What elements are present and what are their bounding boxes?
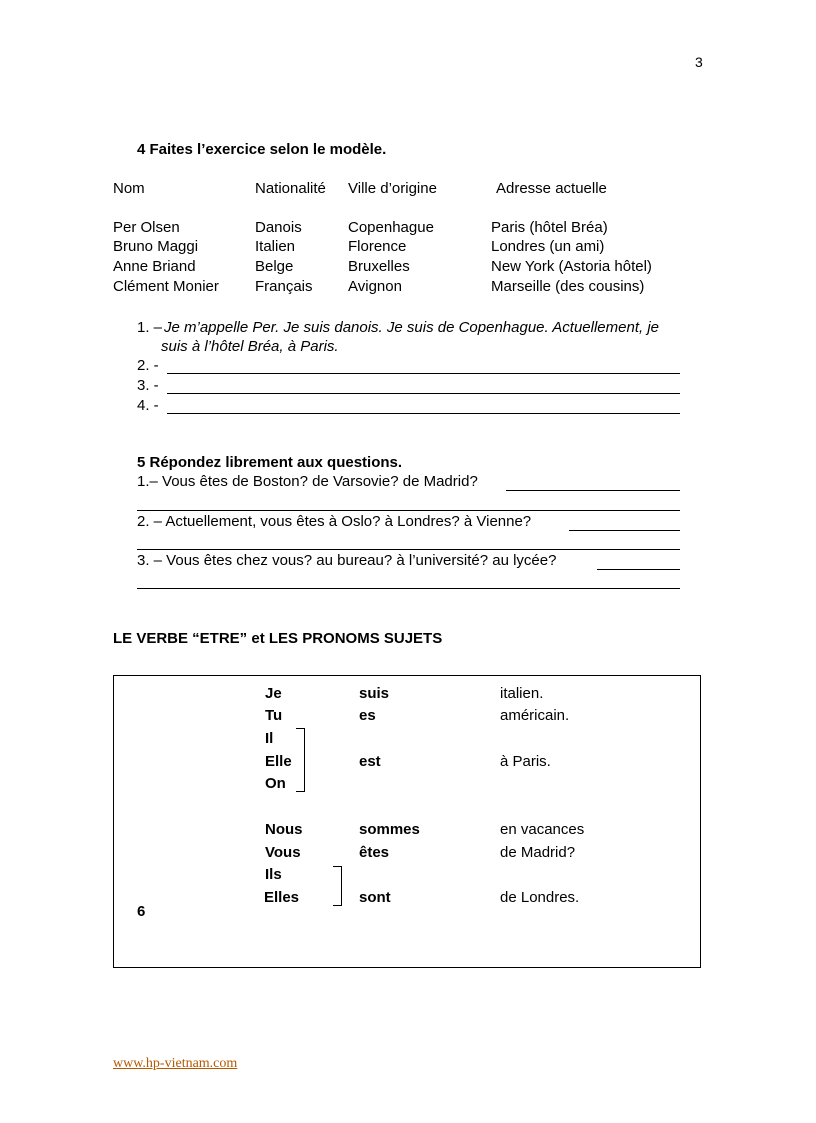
- table-cell: Français: [255, 278, 313, 295]
- verb-sommes: sommes: [359, 821, 420, 838]
- question-2: 2. – Actuellement, vous êtes à Oslo? à Londres? à Vienne?: [137, 513, 532, 530]
- bracket-il-elle-on: [296, 728, 305, 792]
- table-cell: Per Olsen: [113, 219, 180, 236]
- header-adresse: Adresse actuelle: [496, 180, 607, 197]
- section-title: LE VERBE “ETRE” et LES PRONOMS SUJETS: [113, 630, 443, 647]
- answer-line-4[interactable]: [167, 413, 680, 414]
- pronoun-vous: Vous: [265, 844, 301, 861]
- table-cell: Danois: [255, 219, 302, 236]
- answer-line-3[interactable]: [167, 393, 680, 394]
- answer-line-q2[interactable]: [569, 530, 680, 531]
- question-1: 1.– Vous êtes de Boston? de Varsovie? de Madrid?: [137, 473, 478, 490]
- complement-4: en vacances: [500, 821, 585, 838]
- verb-suis: suis: [359, 685, 390, 702]
- complement-2: américain.: [500, 707, 570, 724]
- table-cell: New York (Astoria hôtel): [491, 258, 652, 275]
- table-cell: Marseille (des cousins): [491, 278, 645, 295]
- answer-line-q1b[interactable]: [137, 510, 680, 511]
- exercise-5-title: 5 Répondez librement aux questions.: [137, 454, 403, 471]
- header-ville: Ville d’origine: [348, 180, 437, 197]
- table-cell: Florence: [348, 238, 407, 255]
- exercise-4-title: 4 Faites l’exercice selon le modèle.: [137, 141, 387, 158]
- item-4-prefix: 4. -: [137, 397, 159, 414]
- pronoun-on: On: [265, 775, 286, 792]
- bracket-ils-elles: [333, 866, 342, 906]
- pronoun-il: Il: [265, 730, 274, 747]
- table-cell: Londres (un ami): [491, 238, 605, 255]
- box-number: 6: [137, 903, 146, 920]
- table-cell: Avignon: [348, 278, 402, 295]
- pronoun-elle: Elle: [265, 753, 292, 770]
- page-number: 3: [695, 54, 703, 70]
- pronoun-je: Je: [265, 685, 282, 702]
- verb-est: est: [359, 753, 381, 770]
- table-cell: Belge: [255, 258, 294, 275]
- item-1-example: Je m’appelle Per. Je suis danois. Je suis de Copenhague. Actuellement, je: [164, 319, 660, 336]
- item-1-example-cont: suis à l’hôtel Bréa, à Paris.: [161, 338, 339, 355]
- answer-line-q3[interactable]: [597, 569, 680, 570]
- answer-line-q3b[interactable]: [137, 588, 680, 589]
- verb-etes: êtes: [359, 844, 390, 861]
- complement-3: à Paris.: [500, 753, 551, 770]
- header-nom: Nom: [113, 180, 145, 197]
- complement-6: de Londres.: [500, 889, 580, 906]
- answer-line-2[interactable]: [167, 373, 680, 374]
- table-cell: Clément Monier: [113, 278, 219, 295]
- table-cell: Copenhague: [348, 219, 434, 236]
- table-cell: Anne Briand: [113, 258, 196, 275]
- pronoun-tu: Tu: [265, 707, 283, 724]
- table-cell: Italien: [255, 238, 296, 255]
- complement-1: italien.: [500, 685, 544, 702]
- pronoun-elles: Elles: [264, 889, 300, 906]
- item-3-prefix: 3. -: [137, 377, 159, 394]
- verb-es: es: [359, 707, 376, 724]
- pronoun-ils: Ils: [265, 866, 282, 883]
- table-cell: Bruxelles: [348, 258, 410, 275]
- verb-sont: sont: [359, 889, 391, 906]
- complement-5: de Madrid?: [500, 844, 576, 861]
- pronoun-nous: Nous: [265, 821, 303, 838]
- header-nationalite: Nationalité: [255, 180, 326, 197]
- footer-link[interactable]: www.hp-vietnam.com: [113, 1056, 238, 1071]
- table-cell: Paris (hôtel Bréa): [491, 219, 608, 236]
- table-cell: Bruno Maggi: [113, 238, 199, 255]
- item-1-prefix: 1. –: [137, 319, 163, 336]
- item-2-prefix: 2. -: [137, 357, 159, 374]
- answer-line-q1[interactable]: [506, 490, 680, 491]
- question-3: 3. – Vous êtes chez vous? au bureau? à l’université? au lycée?: [137, 552, 557, 569]
- answer-line-q2b[interactable]: [137, 549, 680, 550]
